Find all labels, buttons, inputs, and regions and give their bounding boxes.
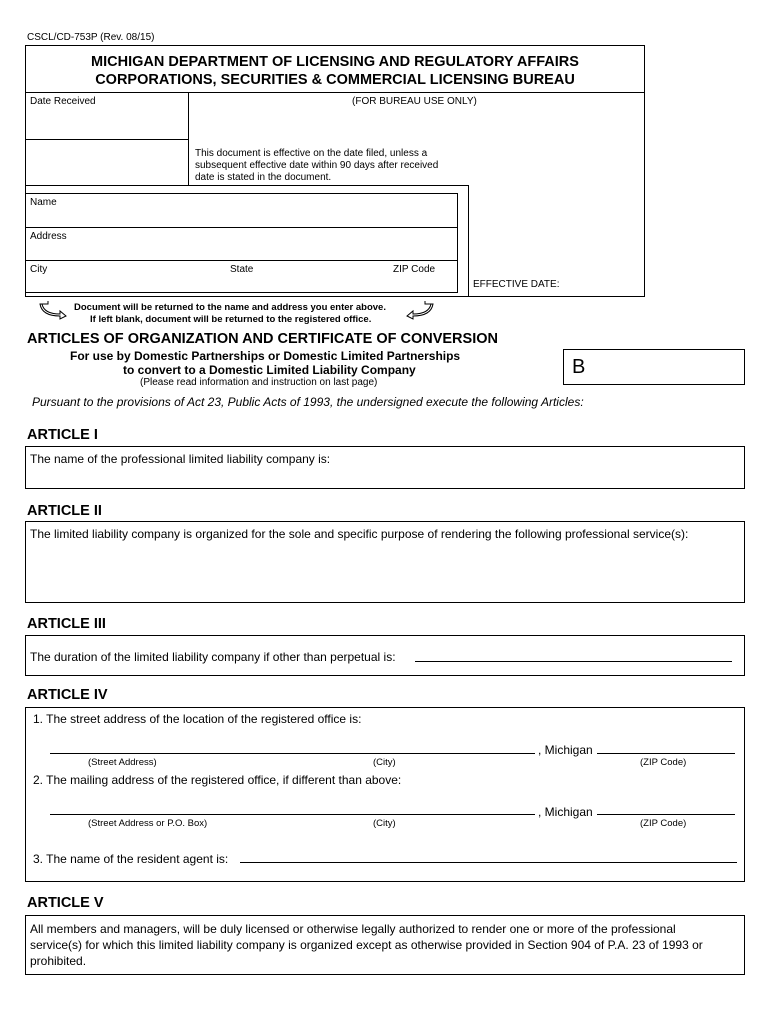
city-caption-2: (City) — [373, 818, 396, 829]
return-note-line1: Document will be returned to the name and address you enter above. — [74, 302, 386, 313]
duration-input-line[interactable] — [415, 661, 732, 662]
address-rule — [25, 260, 458, 261]
state-label: State — [230, 264, 254, 275]
zip-caption-1: (ZIP Code) — [640, 757, 687, 768]
street-pobox-caption: (Street Address or P.O. Box) — [88, 818, 208, 829]
form-title: ARTICLES OF ORGANIZATION AND CERTIFICATE OF CONVERSION — [27, 331, 498, 347]
article-5-line-3: prohibited. — [30, 954, 87, 968]
article-2-text: The limited liability company is organized for the sole and specific purpose of rendering the following professional service(s): — [30, 527, 689, 541]
article-4-item-2: 2. The mailing address of the registered office, if different than above: — [33, 773, 402, 787]
name-rule — [25, 227, 458, 228]
effective-note-3: date is stated in the document. — [195, 172, 332, 183]
effective-note-2: subsequent effective date within 90 days after received — [195, 160, 439, 171]
article-5-line-1: All members and managers, will be duly licensed or otherwise legally authorized to render one or more of the professional — [30, 922, 676, 936]
form-letter: B — [572, 356, 586, 378]
registered-office-street-line[interactable] — [50, 753, 535, 754]
effective-note-1: This document is effective on the date filed, unless a — [195, 148, 428, 159]
article-1-heading: ARTICLE I — [27, 427, 98, 443]
pursuant-statement: Pursuant to the provisions of Act 23, Public Acts of 1993, the undersigned execute the following Articles: — [32, 395, 584, 409]
bureau-title: CORPORATIONS, SECURITIES & COMMERCIAL LICENSING BUREAU — [95, 72, 575, 88]
name-label: Name — [30, 197, 57, 208]
michigan-label-1: , Michigan — [538, 743, 593, 757]
city-label: City — [30, 264, 48, 275]
article-4-heading: ARTICLE IV — [27, 687, 108, 703]
bureau-bottom-rule — [25, 185, 468, 186]
article-3-heading: ARTICLE III — [27, 616, 106, 632]
michigan-label-2: , Michigan — [538, 805, 593, 819]
form-subtitle-1: For use by Domestic Partnerships or Domestic Limited Partnerships — [70, 349, 461, 363]
date-received-bottom — [25, 139, 188, 140]
return-address-box — [25, 193, 458, 293]
header-divider — [25, 92, 645, 93]
date-received-divider — [188, 92, 189, 139]
curved-arrow-left-icon — [38, 300, 68, 320]
resident-agent-line[interactable] — [240, 862, 737, 863]
form-instructions-note: (Please read information and instruction on last page) — [140, 377, 378, 388]
curved-arrow-right-icon — [405, 300, 435, 320]
address-label: Address — [30, 231, 67, 242]
effective-date-label: EFFECTIVE DATE: — [473, 279, 560, 290]
left-cell-divider — [188, 139, 189, 185]
form-letter-box — [563, 349, 745, 385]
registered-office-zip-line[interactable] — [597, 753, 735, 754]
city-caption-1: (City) — [373, 757, 396, 768]
date-received-label: Date Received — [30, 96, 96, 107]
article-4-item-1: 1. The street address of the location of the registered office is: — [33, 712, 362, 726]
form-subtitle-2: to convert to a Domestic Limited Liability Company — [123, 363, 416, 377]
street-address-caption: (Street Address) — [88, 757, 157, 768]
article-1-text: The name of the professional limited liability company is: — [30, 452, 331, 466]
article-4-item-3: 3. The name of the resident agent is: — [33, 852, 229, 866]
article-5-line-2: service(s) for which this limited liability company is organized except as otherwise provided in Section 904 of P.A. 23 of 1993 or — [30, 938, 703, 952]
mailing-address-street-line[interactable] — [50, 814, 535, 815]
effective-date-divider — [468, 185, 469, 297]
return-note-line2: If left blank, document will be returned to the registered office. — [90, 314, 372, 325]
article-2-heading: ARTICLE II — [27, 503, 102, 519]
article-3-text: The duration of the limited liability company if other than perpetual is: — [30, 650, 396, 664]
form-id: CSCL/CD-753P (Rev. 08/15) — [27, 32, 155, 43]
department-title: MICHIGAN DEPARTMENT OF LICENSING AND REGULATORY AFFAIRS — [91, 54, 579, 70]
zip-caption-2: (ZIP Code) — [640, 818, 687, 829]
zip-label: ZIP Code — [393, 264, 436, 275]
mailing-address-zip-line[interactable] — [597, 814, 735, 815]
bureau-use-label: (FOR BUREAU USE ONLY) — [352, 96, 477, 107]
article-5-heading: ARTICLE V — [27, 895, 104, 911]
